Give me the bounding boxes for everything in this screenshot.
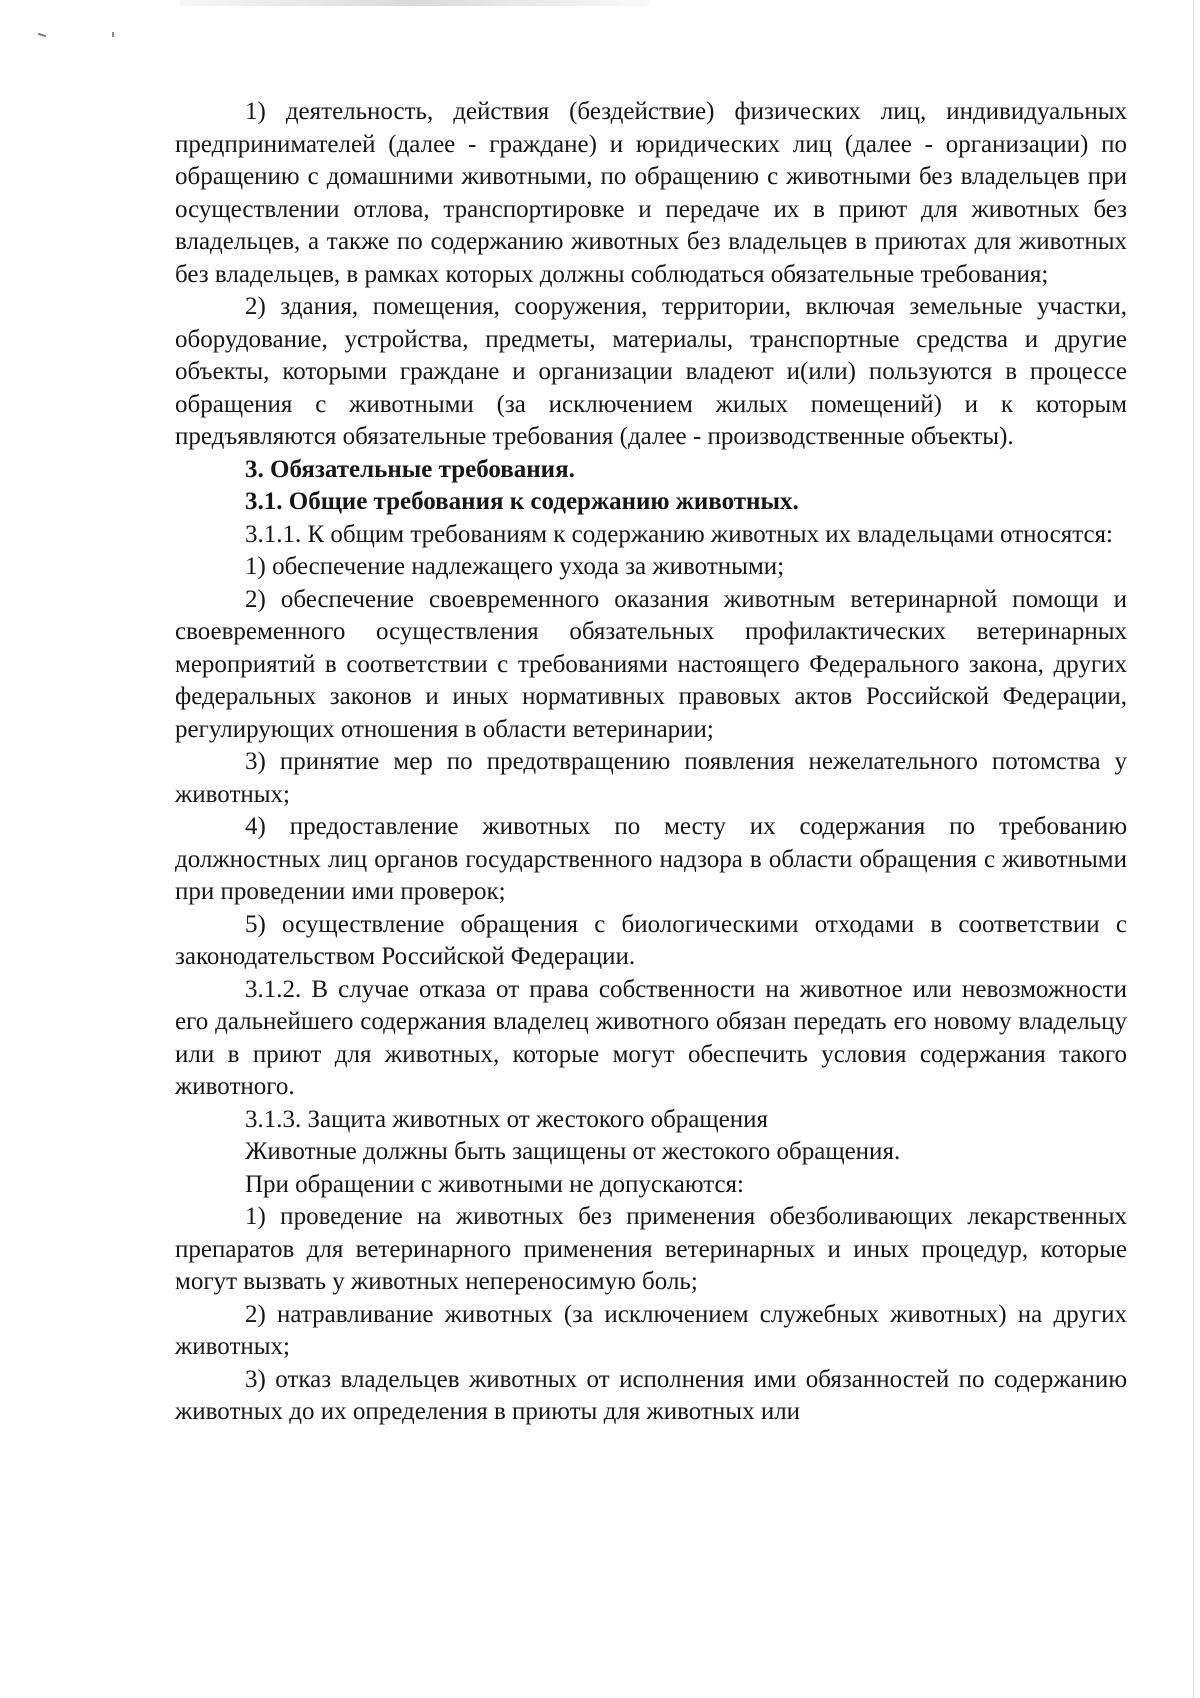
list-item: 1) проведение на животных без применения обезболивающих лекарственных препаратов для ветеринарного применения ветеринарных и иных процедур, которые могут вызвать у животных непереносимую боль; <box>175 1203 1127 1295</box>
clause-paragraph: 3.1.3. Защита животных от жестокого обращения <box>245 1105 769 1133</box>
list-item: 5) осуществление обращения с биологическими отходами в соответствии с законодательством Российской Федерации. <box>175 910 1127 970</box>
clause-paragraph: 3.1.2. В случае отказа от права собственности на животное или невозможности его дальнейшего содержания владелец животного обязан передать его новому владельцу или в приют для животных, которые могут обеспечить условия содержания такого животного. <box>175 975 1127 1100</box>
scan-mark <box>38 33 46 37</box>
list-item: 3) отказ владельцев животных от исполнения ими обязанностей по содержанию животных до их определения в приюты для животных или <box>175 1365 1127 1425</box>
subsection-heading: 3.1. Общие требования к содержанию животных. <box>245 488 799 515</box>
list-item: 2) здания, помещения, сооружения, территории, включая земельные участки, оборудование, устройства, предметы, материалы, транспортные средства и другие объекты, которыми граждане и организации владеют и(или) пользуются в процессе обращения с животными (за исключением жилых помещений) и к которым предъявляются обязательные требования (далее - производственные объекты). <box>175 293 1127 450</box>
scan-mark <box>112 32 114 37</box>
clause-paragraph: 3.1.1. К общим требованиям к содержанию животных их владельцами относятся: <box>245 520 1113 548</box>
list-item: 2) натравливание животных (за исключением служебных животных) на других животных; <box>175 1300 1127 1360</box>
document-body <box>175 96 1127 1429</box>
body-paragraph: Животные должны быть защищены от жестокого обращения. <box>245 1138 901 1165</box>
list-item: 1) деятельность, действия (бездействие) физических лиц, индивидуальных предпринимателей (далее - граждане) и юридических лиц (далее - организации) по обращению с домашними животными, по обращению с животными без владельцев при осуществлении отлова, транспортировке и передаче их в приют для животных без владельцев, а также по содержанию животных без владельцев в приютах для животных без владельцев, в рамках которых должны соблюдаться обязательные требования; <box>175 98 1127 288</box>
list-item: 2) обеспечение своевременного оказания животным ветеринарной помощи и своевременного осуществления обязательных профилактических ветеринарных мероприятий в соответствии с требованиями настоящего Федерального закона, других федеральных законов и иных нормативных правовых актов Российской Федерации, регулирующих отношения в области ветеринарии; <box>175 585 1127 743</box>
list-item: 1) обеспечение надлежащего ухода за животными; <box>245 553 785 580</box>
body-paragraph: При обращении с животными не допускаются: <box>245 1170 744 1198</box>
section-heading: 3. Обязательные требования. <box>245 455 575 483</box>
list-item: 4) предоставление животных по месту их содержания по требованию должностных лиц органов государственного надзора в области обращения с животными при проведении ими проверок; <box>175 813 1127 905</box>
scan-artifact-top <box>180 0 650 6</box>
list-item: 3) принятие мер по предотвращению появления нежелательного потомства у животных; <box>175 748 1127 808</box>
scan-artifact-edge <box>1193 0 1194 1698</box>
